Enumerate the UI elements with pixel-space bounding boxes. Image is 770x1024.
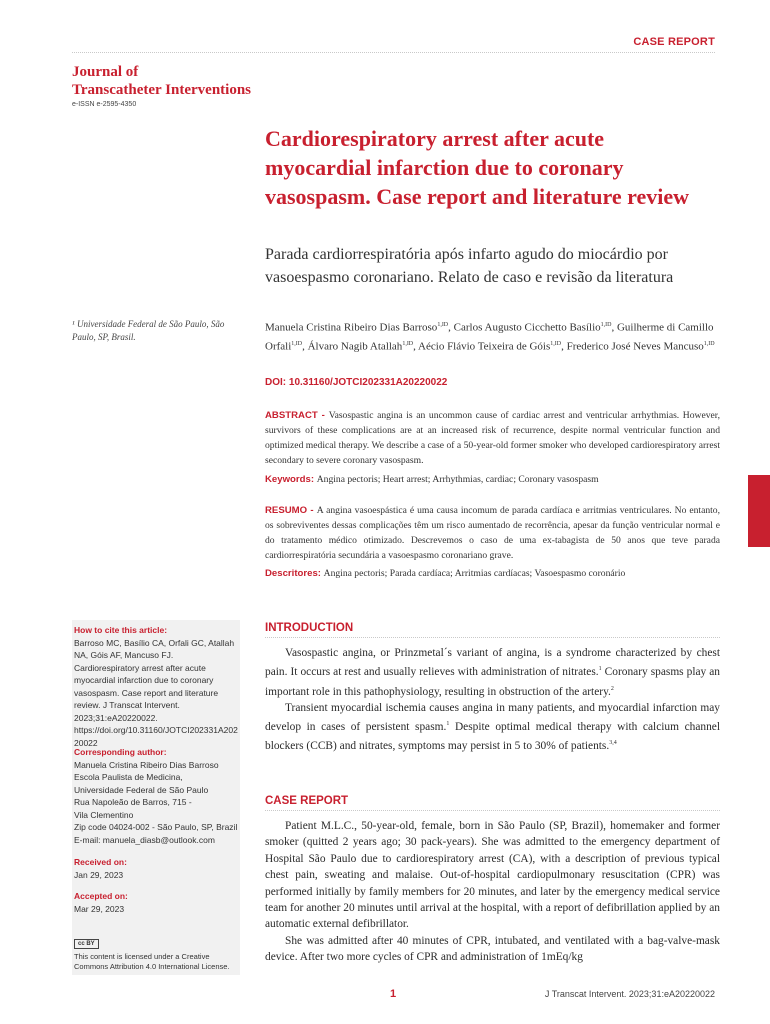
journal-name[interactable]: [72, 63, 332, 99]
license-block: [74, 936, 240, 972]
paragraph: Vasospastic angina, or Prinzmetal´s variant of angina, is a syndrome characterized by chest pain. It occurs at rest and usually relieves with administration of nitrates.$^1$ Coronary spasms play an important role in this pathophysiology, resulting in obstruction of the artery.$^2$: [265, 647, 721, 698]
corr-line: Escola Paulista de Medicina,: [74, 772, 183, 782]
article-title: Cardiorespiratory arrest after acute myocardial infarction due to coronary vasospasm. Case report and literature review: [265, 126, 690, 209]
author-sup[interactable]: 1,ID: [703, 340, 715, 347]
side-tab-marker: [748, 475, 770, 547]
received-heading: Received on:: [74, 857, 127, 867]
accepted-date: Mar 29, 2023: [74, 903, 125, 914]
introduction-heading: INTRODUCTION: [265, 622, 720, 638]
eissn: e-ISSN e-2595-4350: [72, 101, 137, 108]
cite-block: [74, 624, 240, 749]
doi-link[interactable]: DOI: 10.31160/JOTCI202331A20220022: [265, 377, 448, 388]
affiliation: ¹ Universidade Federal de São Paulo, São Paulo, SP, Brasil.: [72, 319, 225, 342]
corresponding-heading: Corresponding author:: [74, 747, 167, 757]
keywords-label: Keywords:: [265, 474, 317, 485]
author-name: , Carlos Augusto Cicchetto Basílio: [448, 321, 601, 334]
author-name: Manuela Cristina Ribeiro Dias Barroso: [265, 321, 438, 334]
paragraph: She was admitted after 40 minutes of CPR, intubated, and ventilated with a bag-valve-mask device. After two more cycles of CPR and administration of 1mEq/kg: [265, 934, 720, 964]
descritores-label: Descritores:: [265, 568, 324, 579]
keywords-text: Angina pectoris; Heart arrest; Arrhythmias, cardiac; Coronary vasospasm: [316, 474, 599, 485]
descritores: [265, 567, 720, 581]
ref-link[interactable]: 2: [610, 685, 614, 692]
author-sup[interactable]: 1,ID: [402, 340, 414, 347]
page-number: 1: [390, 988, 397, 1000]
author-sup[interactable]: 1,ID: [600, 322, 612, 328]
abstract-label: ABSTRACT -: [265, 410, 329, 421]
footer-citation: J Transcat Intervent. 2023;31:eA20220022: [544, 989, 715, 999]
introduction-body: [265, 645, 720, 755]
corr-email[interactable]: E-mail: manuela_diasb@outlook.com: [74, 834, 215, 845]
author-sup[interactable]: 1,ID: [291, 340, 303, 347]
received-date: Jan 29, 2023: [74, 869, 124, 880]
accepted-heading: Accepted on:: [74, 891, 128, 901]
keywords: [265, 473, 720, 487]
author-name: , Frederico José Neves Mancuso: [561, 340, 704, 353]
cite-text[interactable]: Barroso MC, Basílio CA, Orfali GC, Atallah NA, Góis AF, Mancuso FJ. Cardiorespiratory arrest after acute myocardial infarction due to coronary vasospasm. Case report and literature review. J Transcat Intervent. 2023;31:eA20220022. https://doi.org/10.31160/JOTCI202331A20220022: [74, 637, 238, 748]
journal-name-line2: Transcatheter Interventions: [72, 82, 252, 98]
resumo-label: RESUMO -: [265, 505, 317, 516]
case-report-body: [265, 818, 720, 966]
corr-line: Universidade Federal de São Paulo: [74, 784, 209, 795]
author-sup[interactable]: 1,ID: [550, 340, 562, 347]
cc-by-icon[interactable]: cc BY: [74, 939, 99, 949]
corr-line: Rua Napoleão de Barros, 715 -: [74, 797, 192, 807]
abstract-text: Vasospastic angina is an uncommon cause of cardiac arrest and ventricular arrhythmias. However, survivors of these complications are at an increased risk of recurrence, despite normal ventricular function and optimized medical therapy. We describe a case of a 50-year-old former smoker who developed cardiorespiratory arrest secondary to severe coronary vasospasm.: [265, 410, 720, 466]
ref-link[interactable]: 3,4: [609, 740, 617, 747]
corr-line: Manuela Cristina Ribeiro Dias Barroso: [74, 759, 219, 770]
accepted-block: [74, 890, 240, 915]
author-name: , Guilherme di Camillo Orfali: [265, 321, 714, 353]
ref-link[interactable]: 1: [598, 666, 602, 673]
corresponding-block: [74, 746, 240, 846]
corr-line: Zip code 04024-002 - São Paulo, SP, Brazil: [74, 822, 238, 832]
license-text: This content is licensed under a Creative Commons Attribution 4.0 International License.: [74, 952, 230, 971]
ref-link[interactable]: 1: [446, 721, 450, 728]
abstract: [265, 408, 720, 468]
cite-heading: How to cite this article:: [74, 625, 168, 635]
resumo-text: A angina vasoespástica é uma causa incomum de parada cardíaca e arritmias ventriculares. No entanto, os sobreviventes dessas complicações têm um risco aumentado de recorrência, apesar da função ventricular normal e do tratamento médico otimizado. Descrevemos o caso de uma ex-tabagista de 50 anos que teve parada cardiorrespiratória secundária a vasoespasmo coronariano grave.: [265, 505, 720, 561]
paragraph: Patient M.L.C., 50-year-old, female, born in São Paulo (SP, Brazil), homemaker and former smoker (quitted 2 years ago; 30 pack-years). She was admitted to the emergency department of Hospital São Paulo due to cardiorespiratory arrest (CA), with a description of previous typical chest pain, sweating and malaise. Out-of-hospital cardiopulmonary resuscitation (CPR) was performed initially by family members for 20 minutes, and later by the emergency medical service team for another 20 minutes until arrival at the hospital, with a report of defibrillation applied by an automatic external defibrillator.: [265, 820, 720, 931]
received-block: [74, 856, 240, 881]
article-subtitle: Parada cardiorrespiratória após infarto agudo do miocárdio por vasoespasmo coronariano. Relato de caso e revisão da literatura: [265, 246, 674, 286]
author-name: , Aécio Flávio Teixeira de Góis: [413, 340, 551, 353]
case-report-tag: CASE REPORT: [633, 36, 715, 48]
header-rule: [72, 52, 715, 53]
journal-name-line1: Journal of: [72, 64, 139, 80]
author-name: , Álvaro Nagib Atallah: [302, 340, 403, 353]
article-info-sidebar: [72, 620, 240, 975]
resumo: [265, 503, 720, 563]
paragraph: Transient myocardial ischemia causes angina in many patients, and myocardial infarction may develop in cases of persistent spasm.$^1$ Despite optimal medical therapy with calcium channel blockers (CCB) and nitrates, symptoms may persist in 5 to 30% of patients.$^{3,4}$: [265, 701, 720, 753]
corr-line: Vila Clementino: [74, 809, 134, 820]
author-sup[interactable]: 1,ID: [437, 322, 449, 328]
case-report-heading: CASE REPORT: [265, 795, 720, 811]
author-list: [265, 317, 720, 354]
descritores-text: Angina pectoris; Parada cardíaca; Arritmias cardíacas; Vasoespasmo coronário: [323, 568, 626, 579]
